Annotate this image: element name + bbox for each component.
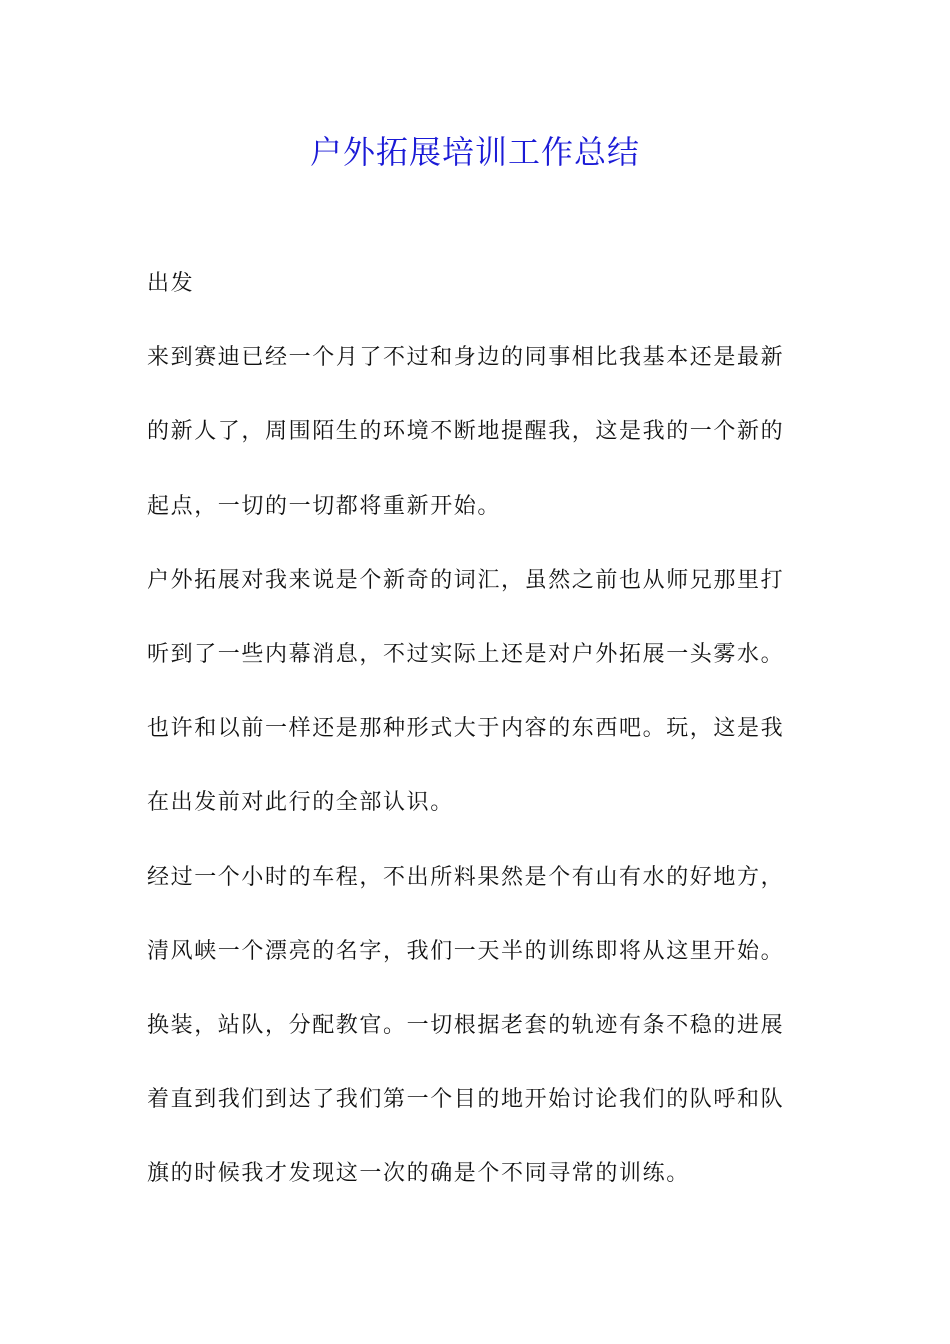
body-line: 听到了一些内幕消息，不过实际上还是对户外拓展一头雾水。: [147, 641, 785, 667]
body-line: 也许和以前一样还是那种形式大于内容的东西吧。玩，这是我: [147, 716, 785, 742]
document-body: [147, 262, 807, 1226]
body-line: 旗的时候我才发现这一次的确是个不同寻常的训练。: [147, 1161, 690, 1187]
body-line: 的新人了，周围陌生的环境不断地提醒我，这是我的一个新的: [147, 419, 785, 445]
body-line: 经过一个小时的车程，不出所料果然是个有山有水的好地方，: [147, 864, 785, 890]
body-line: 来到赛迪已经一个月了不过和身边的同事相比我基本还是最新: [147, 345, 785, 371]
body-line: 在出发前对此行的全部认识。: [147, 790, 454, 816]
body-line: 换装，站队，分配教官。一切根据老套的轨迹有条不稳的进展: [147, 1012, 785, 1038]
body-line: 户外拓展对我来说是个新奇的词汇，虽然之前也从师兄那里打: [147, 567, 785, 593]
body-line: 清风峡一个漂亮的名字，我们一天半的训练即将从这里开始。: [147, 938, 785, 964]
body-line-heading: 出发: [147, 271, 195, 296]
document-title: 户外拓展培训工作总结: [309, 133, 640, 171]
body-line: 起点，一切的一切都将重新开始。: [147, 493, 502, 519]
body-line: 着直到我们到达了我们第一个目的地开始讨论我们的队呼和队: [147, 1087, 785, 1113]
